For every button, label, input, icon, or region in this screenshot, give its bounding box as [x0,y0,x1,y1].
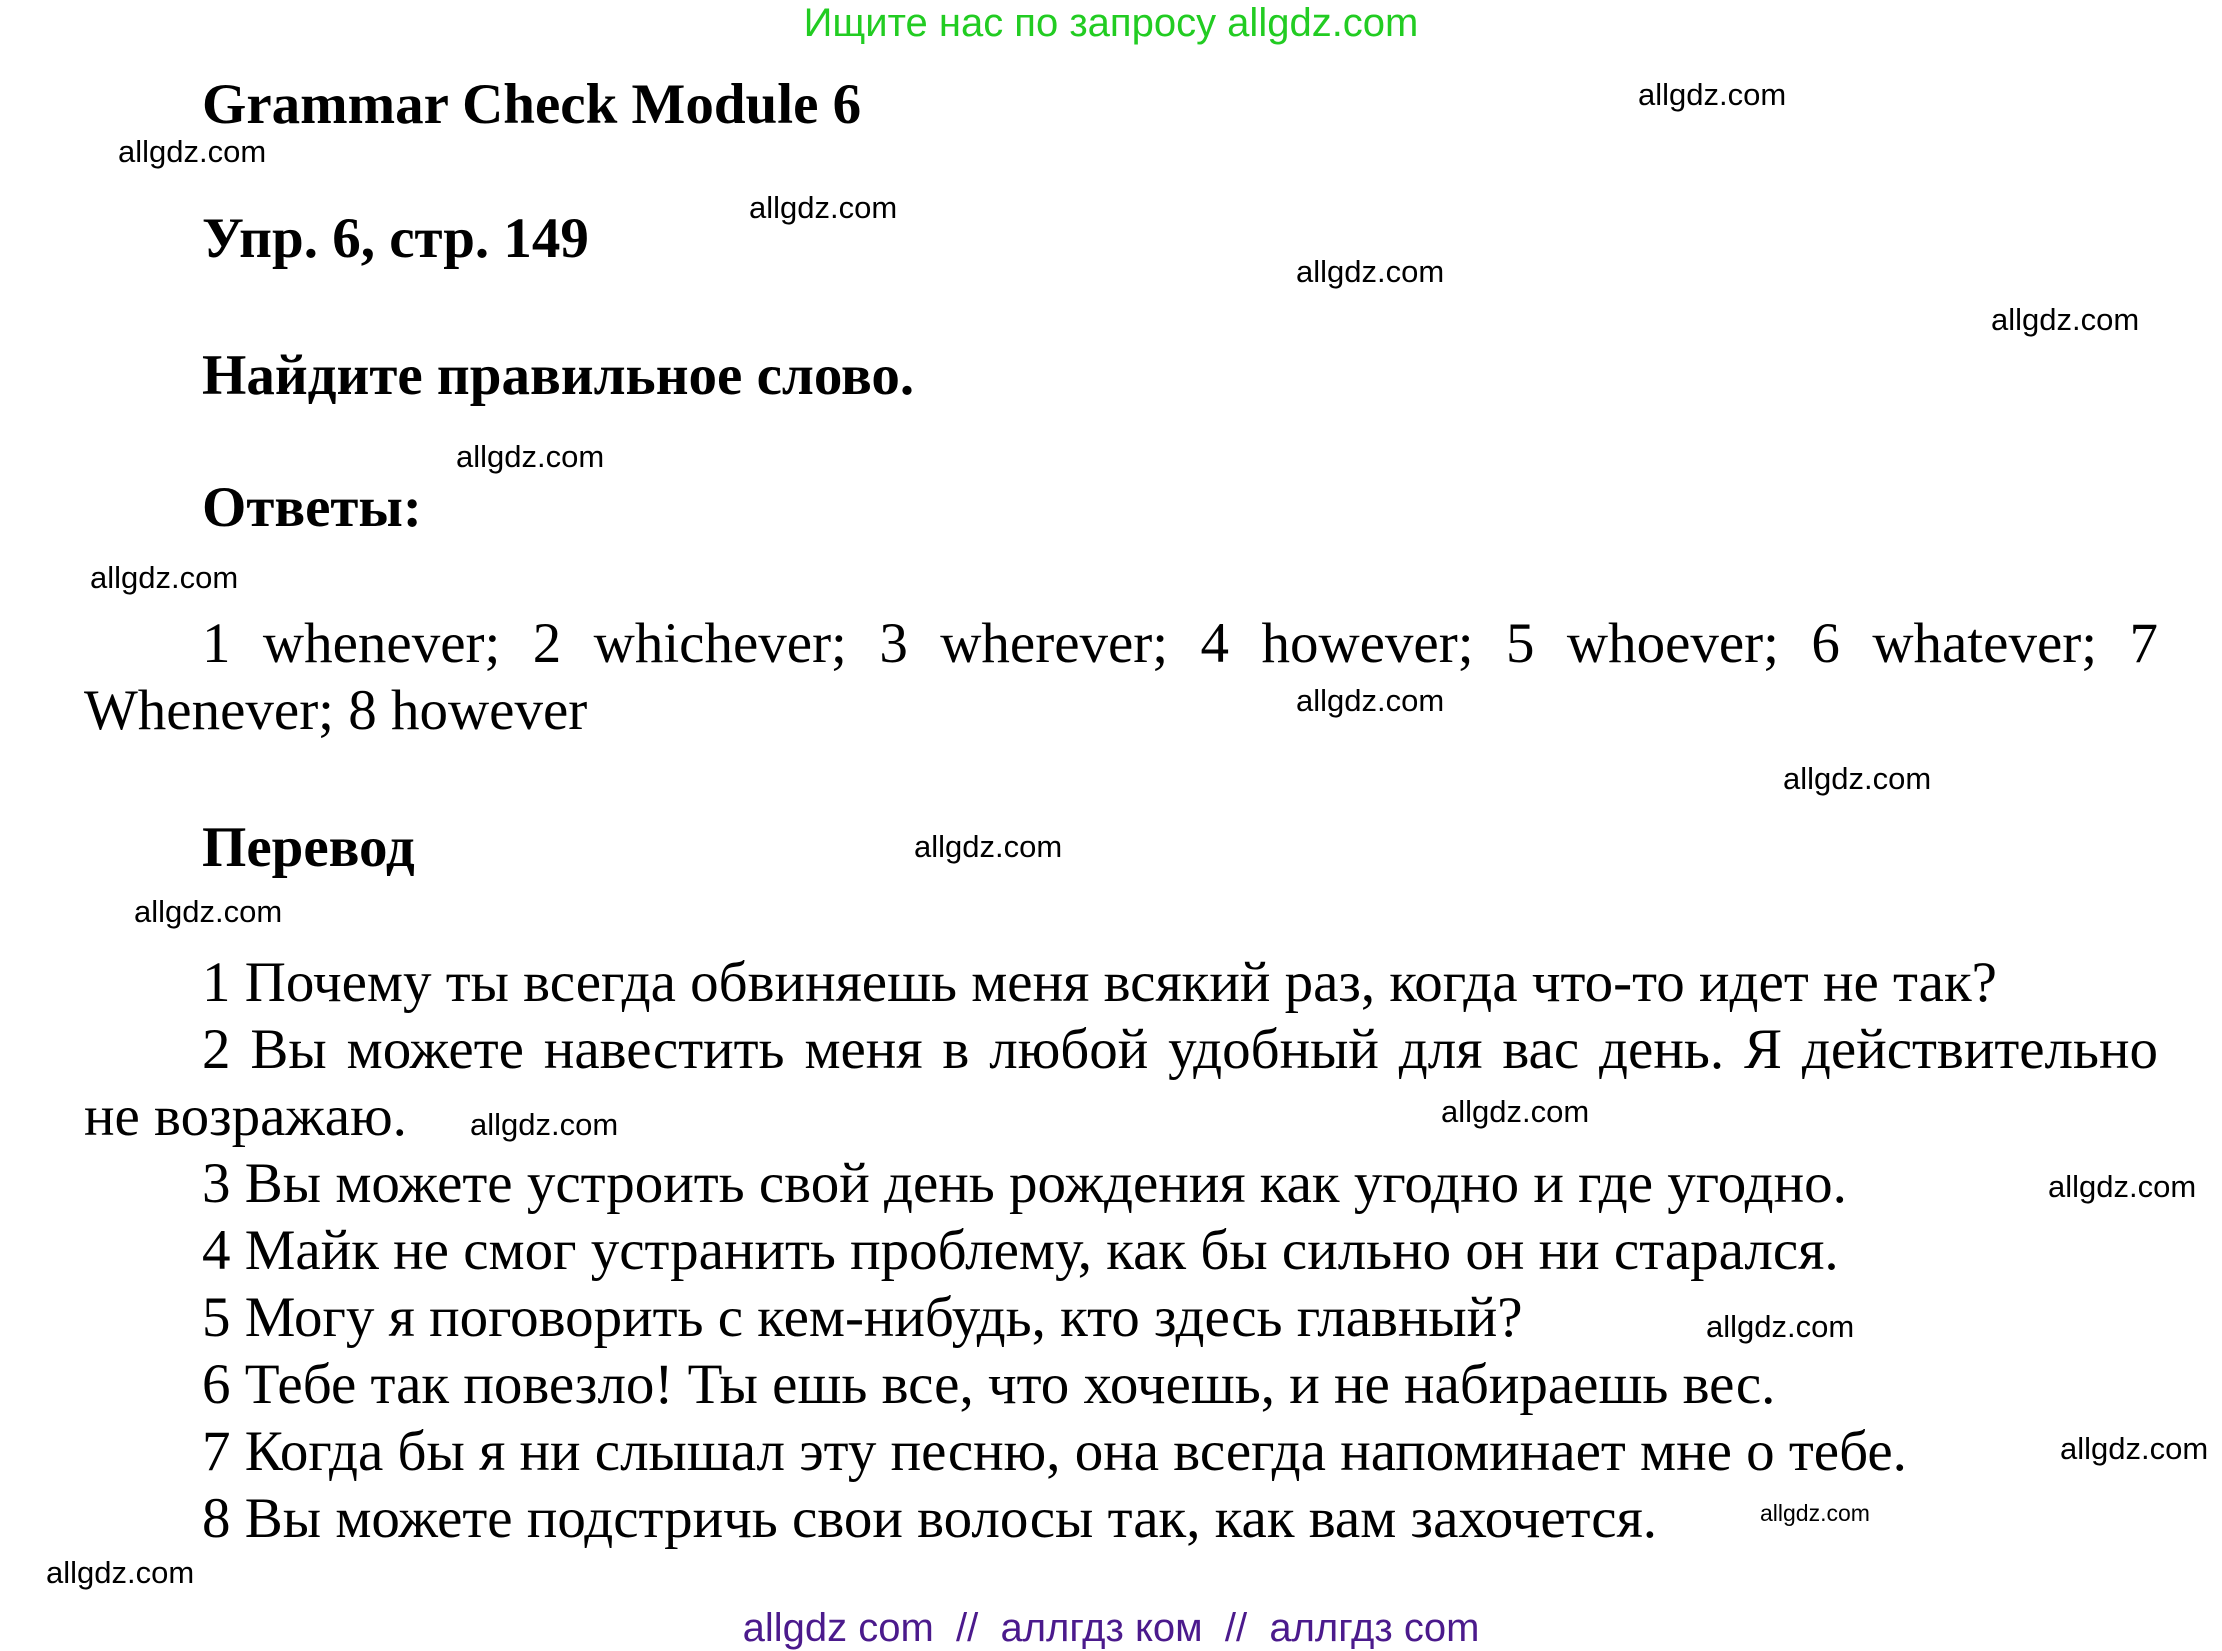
watermark: allgdz.com [90,560,239,595]
translation-heading: Перевод [202,816,415,879]
watermark: allgdz.com [470,1107,619,1142]
translation-item: 6 Тебе так повезло! Ты ешь все, что хочешь, и не набираешь вес. [202,1353,1776,1416]
watermark: allgdz.com [1296,683,1445,718]
translation-list [0,949,2222,1552]
answers-text: 1 whenever; 2 whichever; 3 wherever; 4 however; 5 whoever; 6 whatever; 7 Whenever; 8 however [84,612,2158,742]
watermark: allgdz.com [1441,1094,1590,1129]
translation-item: 8 Вы можете подстричь свои волосы так, как вам захочется. [202,1487,1658,1550]
watermark: allgdz.com [118,134,267,169]
task-instruction: Найдите правильное слово. [202,344,915,407]
watermark: allgdz.com [2048,1169,2197,1204]
footer-links: allgdz com // аллгдз ком // аллгдз com [742,1606,1480,1650]
watermark: allgdz.com [46,1555,195,1590]
page-title: Grammar Check Module 6 [202,73,862,136]
watermark: allgdz.com [1296,254,1445,289]
exercise-label: Упр. 6, стр. 149 [202,207,589,270]
translation-item: 1 Почему ты всегда обвиняешь меня всякий раз, когда что-то идет не так? [202,951,1997,1014]
translation-item: 3 Вы можете устроить свой день рождения как угодно и где угодно. [202,1152,1847,1215]
watermark: allgdz.com [1991,302,2140,337]
watermark: allgdz.com [2060,1431,2209,1466]
watermark: allgdz.com [1783,761,1932,796]
watermark: allgdz.com [1760,1500,1870,1526]
translation-item: 5 Могу я поговорить с кем-нибудь, кто здесь главный? [202,1286,1523,1349]
watermark: allgdz.com [914,829,1063,864]
search-banner: Ищите нас по запросу allgdz.com [803,1,1419,45]
translation-item: 4 Майк не смог устранить проблему, как бы сильно он ни старался. [202,1219,1839,1282]
watermark: allgdz.com [1638,77,1787,112]
watermark: allgdz.com [749,190,898,225]
watermark: allgdz.com [134,894,283,929]
answers-heading: Ответы: [202,476,422,539]
translation-item: 7 Когда бы я ни слышал эту песню, она всегда напоминает мне о тебе. [202,1420,1907,1483]
watermark: allgdz.com [1706,1309,1855,1344]
watermark: allgdz.com [456,439,605,474]
translation-item: 2 Вы можете навестить меня в любой удобный для вас день. Я действительно не возражаю. [84,1018,2158,1148]
